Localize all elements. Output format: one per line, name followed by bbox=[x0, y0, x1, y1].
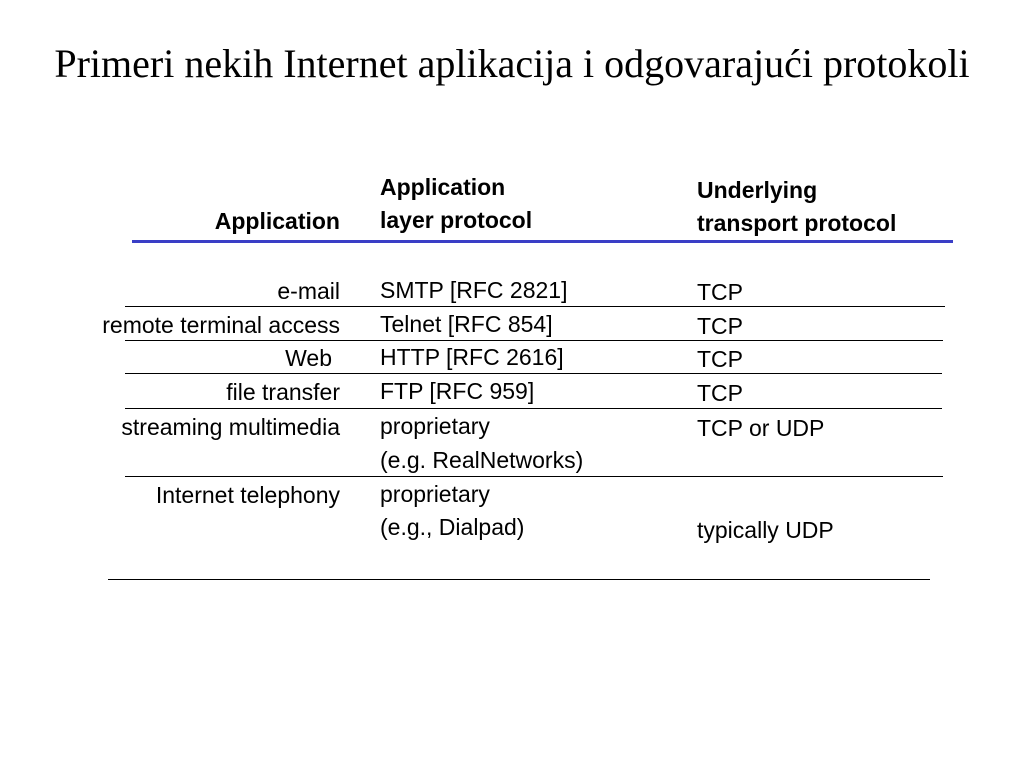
header-protocol-line1: Application bbox=[380, 174, 506, 200]
header-transport-line1: Underlying bbox=[697, 177, 818, 203]
row-transport: TCP bbox=[697, 313, 743, 339]
row-protocol: Telnet [RFC 854] bbox=[380, 311, 553, 337]
row-transport: TCP or UDP bbox=[697, 415, 825, 441]
row-protocol-note: (e.g., Dialpad) bbox=[380, 514, 525, 540]
row-protocol: FTP [RFC 959] bbox=[380, 378, 535, 404]
row-application: remote terminal access bbox=[102, 312, 340, 338]
header-transport-line2: transport protocol bbox=[697, 210, 897, 236]
row-transport: typically UDP bbox=[697, 517, 834, 543]
row-protocol: proprietary bbox=[380, 481, 490, 507]
row-protocol: proprietary bbox=[380, 413, 490, 439]
header-protocol-line2: layer protocol bbox=[380, 207, 533, 233]
row-divider bbox=[125, 476, 943, 477]
row-divider bbox=[125, 408, 942, 409]
row-application: e-mail bbox=[277, 278, 340, 304]
row-application: file transfer bbox=[226, 379, 340, 405]
row-transport: TCP bbox=[697, 346, 743, 372]
row-application: Internet telephony bbox=[155, 482, 340, 508]
slide-title: Primeri nekih Internet aplikacija i odgovarajući protokoli bbox=[54, 41, 970, 86]
row-protocol-note: (e.g. RealNetworks) bbox=[380, 447, 584, 473]
row-transport: TCP bbox=[697, 380, 743, 406]
header-application: Application bbox=[214, 208, 340, 234]
row-application: Web bbox=[285, 345, 332, 371]
header-divider bbox=[132, 240, 953, 243]
row-application: streaming multimedia bbox=[121, 414, 340, 440]
table-bottom-rule bbox=[108, 579, 930, 580]
row-protocol: HTTP [RFC 2616] bbox=[380, 344, 564, 370]
row-protocol: SMTP [RFC 2821] bbox=[380, 277, 568, 303]
row-transport: TCP bbox=[697, 279, 743, 305]
